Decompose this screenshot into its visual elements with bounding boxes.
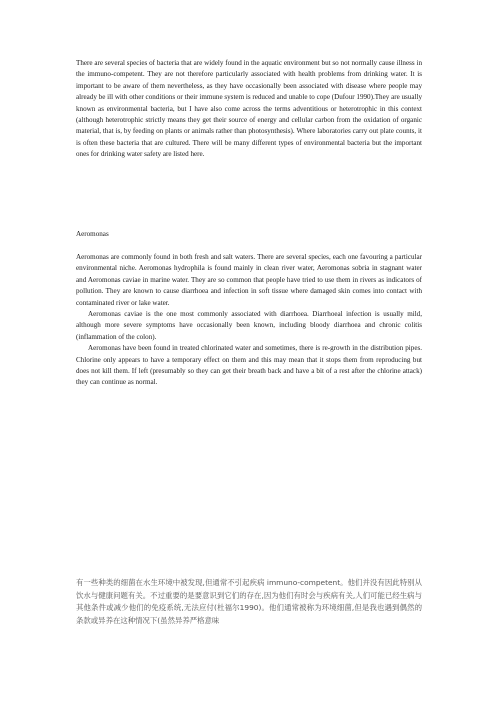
- section-heading-text: Aeromonas: [76, 230, 109, 238]
- aeromonas-section: [76, 252, 422, 389]
- aeromonas-paragraph-2: Aeromonas caviae is the one most commonly associated with diarrhoea. Diarrhoeal infection is usually mild, although more severe symptoms have occasionally been known, including bloody diarrhoea and chronic colitis (inflammation of the colon).: [76, 310, 422, 341]
- intro-text: There are several species of bacteria that are widely found in the aquatic environment but so not normally cause illness in the immuno-competent. They are not therefore particularly associated with health problems from drinking water. It is important to be aware of them nevertheless, as they have occasionally been associated with disease where people may already be ill with other conditions or their immune system is reduced and unable to cope (Dufour 1990).They are usually known as environmental bacteria, but I have also come across the terms adventitious or heterotrophic in this context (although heterotrophic strictly means they get their source of energy and cellular carbon from the oxidation of organic material, that is, by feeding on plants or animals rather than photosynthesis). Where laboratories carry out plate counts, it is often these bacteria that are cultured. There will be many different types of environmental bacteria but the important ones for drinking water safety are listed here.: [76, 59, 422, 159]
- aeromonas-paragraph-1: Aeromonas are commonly found in both fresh and salt waters. There are several species, each one favouring a particular environmental niche. Aeromonas hydrophila is found mainly in clean river water, Aeromonas sobria in stagnant water and Aeromonas caviae in marine water. They are so common that people have tried to use them in rivers as indicators of pollution. They are known to cause diarrhoea and infection in soft tissue where damaged skin comes into contact with contaminated river or lake water.: [76, 253, 422, 307]
- aeromonas-paragraph-3: Aeromonas have been found in treated chlorinated water and sometimes, there is re-growth in the distribution pipes. Chlorine only appears to have a temporary effect on them and this may mean that it stops them from reproducing but does not kill them. If left (presumably so they can get their breath back and have a bit of a rest after the chlorine attack) they can continue as normal.: [76, 344, 422, 387]
- chinese-translation: [76, 577, 422, 627]
- section-heading: [76, 229, 422, 240]
- translation-text: 有一些种类的细菌在水生环境中被发现,但通常不引起疾病 immuno-competent。他们并没有因此特别从饮水与健康问题有关。不过重要的是要意识到它们的存在,因为他们有时会与疾病有关,人们可能已经生病与其他条件或减少他们的免疫系统,无法应付(杜福尔1990)。他们通常被称为环境细菌,但是我也遇到偶然的条款或异养在这种情况下(虽然异养严格意味: [76, 578, 422, 625]
- intro-paragraph: [76, 58, 422, 161]
